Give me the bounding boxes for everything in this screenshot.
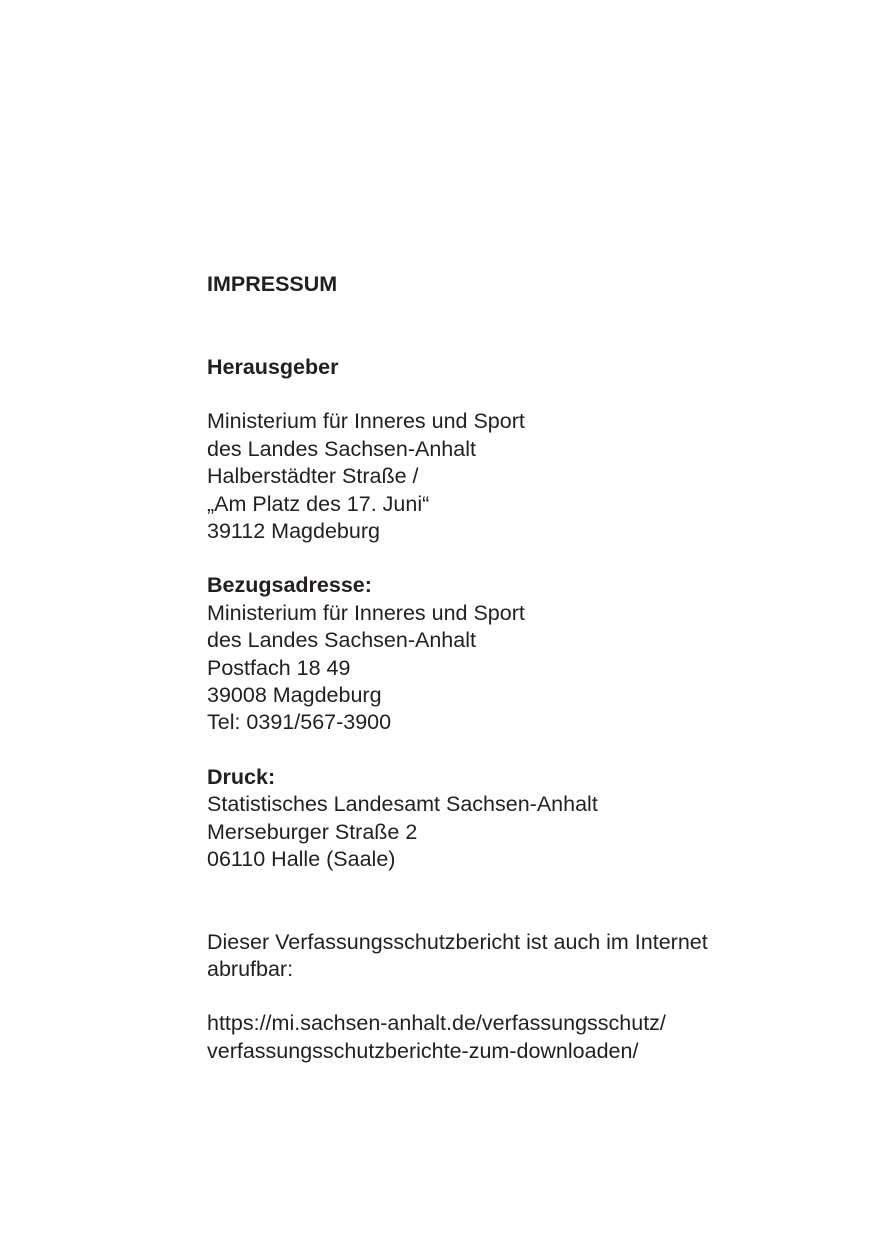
url-line[interactable]: https://mi.sachsen-anhalt.de/verfassungsschutz/ xyxy=(207,1011,666,1036)
page-title: IMPRESSUM xyxy=(207,272,338,296)
print-section xyxy=(207,764,827,874)
spacer xyxy=(207,299,827,354)
publisher-line: „Am Platz des 17. Juni“ xyxy=(207,491,430,516)
internet-note: Dieser Verfassungsschutzbericht ist auch im Internet abrufbar: xyxy=(207,929,708,981)
publisher-line: Ministerium für Inneres und Sport xyxy=(207,409,525,434)
spacer xyxy=(207,381,827,408)
order-address-heading: Bezugsadresse: xyxy=(207,573,372,598)
order-address-line: Postfach 18 49 xyxy=(207,655,351,680)
publisher-line: 39112 Magdeburg xyxy=(207,519,380,544)
internet-section xyxy=(207,929,827,1066)
spacer xyxy=(207,737,827,764)
print-line: 06110 Halle (Saale) xyxy=(207,847,396,872)
url-line[interactable]: verfassungsschutzberichte-zum-downloaden/ xyxy=(207,1038,639,1063)
order-address-section xyxy=(207,572,827,736)
publisher-line: Halberstädter Straße / xyxy=(207,464,419,489)
order-address-line: des Landes Sachsen-Anhalt xyxy=(207,628,476,653)
phone-number: Tel: 0391/567-3900 xyxy=(207,710,392,735)
print-line: Statistisches Landesamt Sachsen-Anhalt xyxy=(207,792,598,817)
order-address-line: Ministerium für Inneres und Sport xyxy=(207,600,525,625)
publisher-section xyxy=(207,354,827,545)
spacer xyxy=(207,545,827,572)
publisher-line: des Landes Sachsen-Anhalt xyxy=(207,436,476,461)
spacer xyxy=(207,983,827,1010)
print-heading: Druck: xyxy=(207,764,276,789)
print-line: Merseburger Straße 2 xyxy=(207,819,418,844)
impressum-page xyxy=(207,271,827,1065)
order-address-line: 39008 Magdeburg xyxy=(207,683,382,708)
spacer xyxy=(207,874,827,929)
publisher-heading: Herausgeber xyxy=(207,355,339,379)
